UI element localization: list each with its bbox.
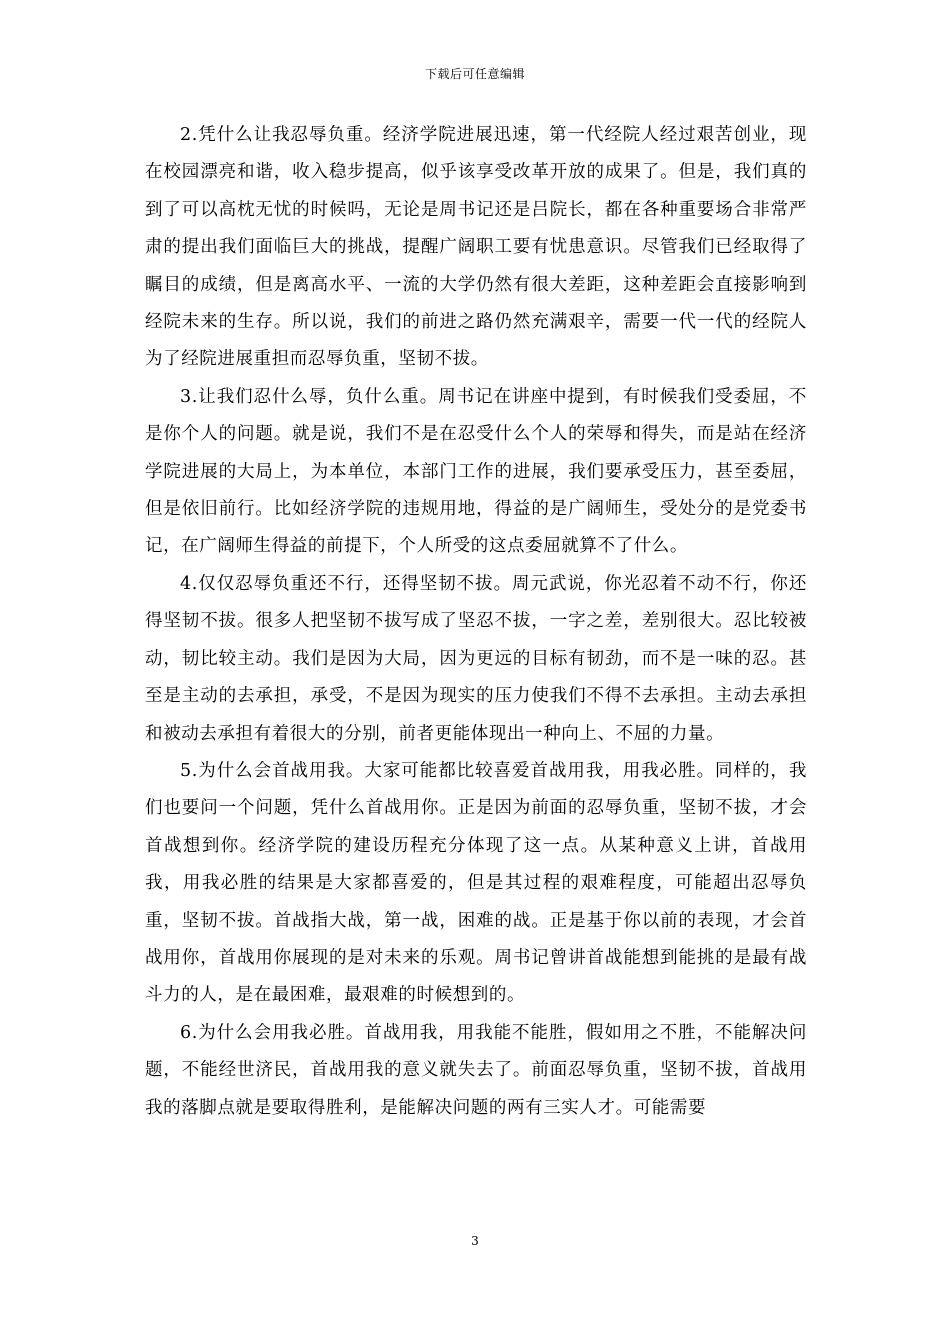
page-header: 下载后可任意编辑 [424, 67, 525, 81]
page-number: 3 [471, 1234, 479, 1248]
paragraph-4: 4.仅仅忍辱负重还不行，还得坚韧不拔。周元武说，你光忍着不动不行，你还得坚韧不拔。很多人把坚韧不拔写成了坚忍不拔，一字之差，差别很大。忍比较被动，韧比较主动。我们是因为大局，因为更远的目标有韧劲，而不是一味的忍。甚至是主动的去承担，承受，不是因为现实的压力使我们不得不去承担。主动去承担和被动去承担有着很大的分别，前者更能体现出一种向上、不屈的力量。 [145, 573, 807, 744]
paragraph-5: 5.为什么会首战用我。大家可能都比较喜爱首战用我，用我必胜。同样的，我们也要问一个问题，凭什么首战用你。正是因为前面的忍辱负重，坚韧不拔，才会首战想到你。经济学院的建设历程充分体现了这一点。从某种意义上讲，首战用我，用我必胜的结果是大家都喜爱的，但是其过程的艰难程度，可能超出忍辱负重，坚韧不拔。首战指大战，第一战，困难的战。正是基于你以前的表现，才会首战用你，首战用你展现的是对未来的乐观。周书记曾讲首战能想到能挑的是最有战斗力的人，是在最困难，最艰难的时候想到的。 [145, 760, 807, 1006]
document-body [145, 117, 807, 1127]
paragraph-2: 2.凭什么让我忍辱负重。经济学院进展迅速，第一代经院人经过艰苦创业，现在校园漂亮和谐，收入稳步提高，似乎该享受改革开放的成果了。但是，我们真的到了可以高枕无忧的时候吗，无论是周书记还是吕院长，都在各种重要场合非常严肃的提出我们面临巨大的挑战，提醒广阔职工要有忧患意识。尽管我们已经取得了瞩目的成绩，但是离高水平、一流的大学仍然有很大差距，这种差距会直接影响到经院未来的生存。所以说，我们的前进之路仍然充满艰辛，需要一代一代的经院人为了经院进展重担而忍辱负重，坚韧不拔。 [145, 125, 807, 370]
paragraph-3: 3.让我们忍什么辱，负什么重。周书记在讲座中提到，有时候我们受委屈，不是你个人的问题。就是说，我们不是在忍受什么个人的荣辱和得失，而是站在经济学院进展的大局上，为本单位，本部门工作的进展，我们要承受压力，甚至委屈，但是依旧前行。比如经济学院的违规用地，得益的是广阔师生，受处分的是党委书记，在广阔师生得益的前提下，个人所受的这点委屈就算不了什么。 [145, 386, 807, 557]
paragraph-6: 6.为什么会用我必胜。首战用我，用我能不能胜，假如用之不胜，不能解决问题，不能经世济民，首战用我的意义就失去了。前面忍辱负重，坚韧不拔，首战用我的落脚点就是要取得胜利，是能解决问题的两有三实人才。可能需要 [145, 1022, 807, 1118]
